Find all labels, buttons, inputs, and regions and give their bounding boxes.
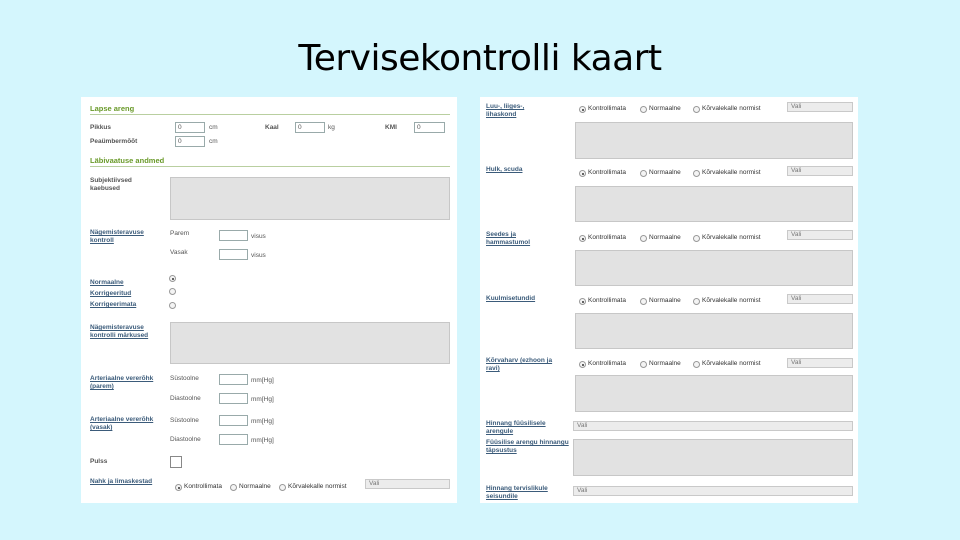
bp-left-label[interactable]: Arteriaalne vererõhk (vasak) [90,416,154,431]
vision-option-normal-label[interactable]: Normaalne [90,279,124,286]
row-5-radio-deviation[interactable] [693,361,700,368]
weight-label: Kaal [265,124,279,131]
diastolic-label: Diastoolne [170,436,201,443]
option-deviation: Kõrvalekalle normist [702,105,761,112]
vision-option-corrected-label[interactable]: Korrigeeritud [90,290,132,297]
row-3-textarea[interactable] [575,250,853,286]
bmi-input[interactable]: 0 [414,122,445,133]
option-not-checked: Kontrollimata [588,360,626,367]
physical-development-select[interactable]: Vali [573,421,853,431]
row-musculoskeletal-radio-normal[interactable] [640,106,647,113]
bp-left-systolic-input[interactable] [219,415,248,426]
row-3-select[interactable]: Vali [787,230,853,240]
option-normal: Normaalne [649,297,681,304]
row-hearing-select[interactable]: Vali [787,294,853,304]
row-hearing-textarea[interactable] [575,313,853,349]
left-eye-label: Vasak [170,249,188,256]
row-hearing-label[interactable]: Kuulmisetundid [486,295,536,302]
systolic-label: Süstoolne [170,375,199,382]
health-status-label[interactable]: Hinnang tervislikule seisundile [486,485,548,500]
row-musculoskeletal-textarea[interactable] [575,122,853,159]
left-eye-input[interactable] [219,249,248,260]
skin-label[interactable]: Nahk ja limaskestad [90,478,153,485]
systolic-label: Süstoolne [170,417,199,424]
bp-right-diastolic-input[interactable] [219,393,248,404]
option-not-checked: Kontrollimata [588,234,626,241]
left-form-panel [81,97,457,503]
skin-option-normal: Normaalne [239,483,271,490]
row-3-radio-normal[interactable] [640,235,647,242]
row-3-label[interactable]: Seedes ja hammastumol [486,231,531,246]
mmhg-unit: mm[Hg] [251,418,274,425]
skin-radio-not-checked[interactable] [175,484,182,491]
vision-check-label[interactable]: Nägemisteravuse kontroll [90,229,144,244]
row-2-select[interactable]: Vali [787,166,853,176]
skin-select[interactable]: Vali [365,479,450,489]
section-divider [90,166,450,167]
physical-development-details-label[interactable]: Füüsilise arengu hinnangu täpsustus [486,439,569,454]
bmi-label: KMI [385,124,397,131]
section-heading-growth: Lapse areng [90,104,135,113]
pulse-input[interactable] [170,456,182,468]
diastolic-label: Diastoolne [170,395,201,402]
option-normal: Normaalne [649,105,681,112]
row-musculoskeletal-radio-not-checked[interactable] [579,106,586,113]
row-2-textarea[interactable] [575,186,853,222]
height-label: Pikkus [90,124,111,131]
row-3-radio-not-checked[interactable] [579,235,586,242]
option-normal: Normaalne [649,169,681,176]
row-hearing-radio-not-checked[interactable] [579,298,586,305]
head-circumference-input[interactable]: 0 [175,136,205,147]
mmhg-unit: mm[Hg] [251,396,274,403]
height-unit: cm [209,124,218,131]
subjective-complaints-textarea[interactable] [170,177,450,220]
head-circumference-label: Peaümbermõõt [90,138,138,145]
pulse-label: Pulss [90,458,108,465]
mmhg-unit: mm[Hg] [251,437,274,444]
subjective-complaints-label: Subjektiivsed kaebused [90,177,132,192]
skin-option-deviation: Kõrvalekalle normist [288,483,347,490]
vision-option-uncorrected-radio[interactable] [169,302,176,309]
vision-option-uncorrected-label[interactable]: Korrigeerimata [90,301,137,308]
physical-development-label[interactable]: Hinnang füüsilisele arengule [486,420,546,435]
visus-unit: visus [251,252,266,259]
height-input[interactable]: 0 [175,122,205,133]
vision-option-corrected-radio[interactable] [169,288,176,295]
option-deviation: Kõrvalekalle normist [702,169,761,176]
row-5-textarea[interactable] [575,375,853,412]
mmhg-unit: mm[Hg] [251,377,274,384]
row-musculoskeletal-select[interactable]: Vali [787,102,853,112]
row-2-radio-normal[interactable] [640,170,647,177]
section-divider [90,114,450,115]
vision-notes-textarea[interactable] [170,322,450,364]
bp-right-systolic-input[interactable] [219,374,248,385]
section-heading-exam: Läbivaatuse andmed [90,156,165,165]
bp-left-diastolic-input[interactable] [219,434,248,445]
row-musculoskeletal-label[interactable]: Luu-, liiges-, lihaskond [486,103,525,118]
right-form-panel [480,97,858,503]
row-hearing-radio-deviation[interactable] [693,298,700,305]
bp-right-label[interactable]: Arteriaalne vererõhk (parem) [90,375,154,390]
skin-radio-deviation[interactable] [279,484,286,491]
skin-option-not-checked: Kontrollimata [184,483,222,490]
row-5-label[interactable]: Kõrvaharv (ezhoon ja ravi) [486,357,553,372]
option-normal: Normaalne [649,360,681,367]
skin-radio-normal[interactable] [230,484,237,491]
option-not-checked: Kontrollimata [588,169,626,176]
row-5-radio-normal[interactable] [640,361,647,368]
visus-unit: visus [251,233,266,240]
right-eye-label: Parem [170,230,190,237]
vision-notes-label[interactable]: Nägemisteravuse kontrolli märkused [90,324,149,339]
option-deviation: Kõrvalekalle normist [702,297,761,304]
row-hearing-radio-normal[interactable] [640,298,647,305]
row-musculoskeletal-radio-deviation[interactable] [693,106,700,113]
option-deviation: Kõrvalekalle normist [702,234,761,241]
option-deviation: Kõrvalekalle normist [702,360,761,367]
row-2-radio-deviation[interactable] [693,170,700,177]
physical-development-details-textarea[interactable] [573,439,853,476]
slide-title: Tervisekontrolli kaart [298,38,662,79]
weight-input[interactable]: 0 [295,122,325,133]
head-unit: cm [209,138,218,145]
row-5-select[interactable]: Vali [787,358,853,368]
vision-option-normal-radio[interactable] [169,275,176,282]
row-5-radio-not-checked[interactable] [579,361,586,368]
row-2-label[interactable]: Hulk, scuda [486,166,523,173]
row-3-radio-deviation[interactable] [693,235,700,242]
weight-unit: kg [328,124,335,131]
option-not-checked: Kontrollimata [588,105,626,112]
right-eye-input[interactable] [219,230,248,241]
row-2-radio-not-checked[interactable] [579,170,586,177]
option-not-checked: Kontrollimata [588,297,626,304]
health-status-select[interactable]: Vali [573,486,853,496]
option-normal: Normaalne [649,234,681,241]
